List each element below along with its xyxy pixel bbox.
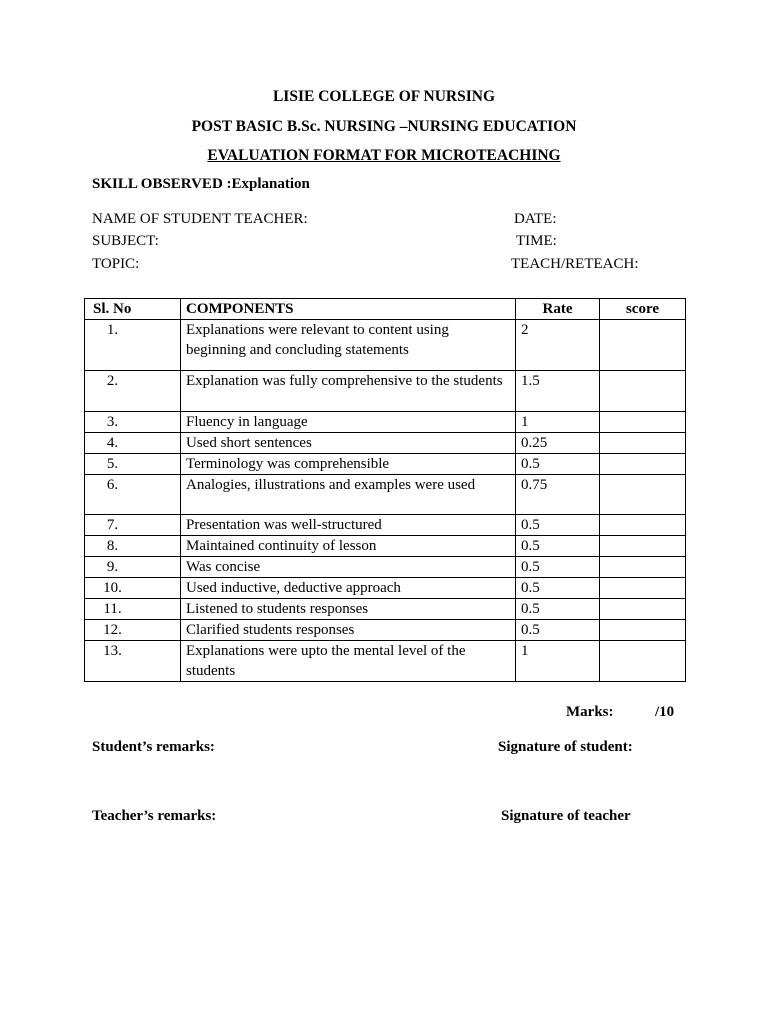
row-sl-no: 8. [85, 536, 181, 557]
marks-total: /10 [655, 704, 675, 720]
row-rate: 0.5 [516, 536, 600, 557]
row-component: Analogies, illustrations and examples were used [181, 475, 516, 515]
row-sl-no: 2. [85, 371, 181, 412]
header-sl-no: Sl. No [85, 299, 181, 320]
table-header-row [85, 299, 686, 320]
header-score: score [600, 299, 686, 320]
header-components: COMPONENTS [181, 299, 516, 320]
table-row [85, 371, 686, 412]
college-name: LISIE COLLEGE OF NURSING [272, 88, 496, 105]
row-rate: 0.5 [516, 515, 600, 536]
program-title: POST BASIC B.Sc. NURSING –NURSING EDUCATION [191, 118, 577, 135]
row-component: Explanation was fully comprehensive to the students [181, 371, 516, 412]
format-title: EVALUATION FORMAT FOR MICROTEACHING [207, 147, 561, 164]
row-sl-no: 9. [85, 557, 181, 578]
table-row [85, 433, 686, 454]
row-score [600, 515, 686, 536]
row-component: Maintained continuity of lesson [181, 536, 516, 557]
row-component: Explanations were upto the mental level of the students [181, 641, 516, 682]
row-score [600, 578, 686, 599]
row-rate: 1 [516, 412, 600, 433]
row-component: Used short sentences [181, 433, 516, 454]
row-score [600, 320, 686, 371]
row-score [600, 433, 686, 454]
row-score [600, 641, 686, 682]
row-score [600, 620, 686, 641]
table-row [85, 515, 686, 536]
row-rate: 1.5 [516, 371, 600, 412]
row-score [600, 412, 686, 433]
row-sl-no: 6. [85, 475, 181, 515]
row-rate: 0.75 [516, 475, 600, 515]
row-sl-no: 5. [85, 454, 181, 475]
row-rate: 0.5 [516, 620, 600, 641]
row-rate: 0.5 [516, 578, 600, 599]
row-score [600, 536, 686, 557]
row-score [600, 454, 686, 475]
skill-observed: SKILL OBSERVED :Explanation [92, 176, 310, 192]
table-row [85, 454, 686, 475]
teach-reteach-label: TEACH/RETEACH: [511, 256, 639, 272]
header-rate: Rate [516, 299, 600, 320]
topic-label: TOPIC: [92, 256, 140, 272]
table-row [85, 320, 686, 371]
row-sl-no: 13. [85, 641, 181, 682]
row-component: Explanations were relevant to content using beginning and concluding statements [181, 320, 516, 371]
row-score [600, 371, 686, 412]
row-sl-no: 1. [85, 320, 181, 371]
row-score [600, 599, 686, 620]
name-label: NAME OF STUDENT TEACHER: [92, 211, 308, 227]
table-row [85, 599, 686, 620]
table-row [85, 641, 686, 682]
time-label: TIME: [516, 233, 557, 249]
row-rate: 0.5 [516, 599, 600, 620]
table-row [85, 412, 686, 433]
row-rate: 0.5 [516, 557, 600, 578]
student-signature-label: Signature of student: [498, 739, 633, 755]
student-remarks-label: Student’s remarks: [92, 739, 215, 755]
table-row [85, 475, 686, 515]
row-component: Used inductive, deductive approach [181, 578, 516, 599]
subject-label: SUBJECT: [92, 233, 159, 249]
marks-label: Marks: [566, 704, 614, 720]
row-component: Fluency in language [181, 412, 516, 433]
row-sl-no: 11. [85, 599, 181, 620]
row-component: Presentation was well-structured [181, 515, 516, 536]
row-rate: 2 [516, 320, 600, 371]
teacher-remarks-label: Teacher’s remarks: [92, 808, 217, 824]
date-label: DATE: [514, 211, 557, 227]
row-rate: 0.25 [516, 433, 600, 454]
row-sl-no: 3. [85, 412, 181, 433]
row-score [600, 557, 686, 578]
row-score [600, 475, 686, 515]
table-row [85, 620, 686, 641]
evaluation-table [84, 298, 686, 682]
teacher-signature-label: Signature of teacher [501, 808, 631, 824]
row-sl-no: 7. [85, 515, 181, 536]
row-sl-no: 4. [85, 433, 181, 454]
row-component: Clarified students responses [181, 620, 516, 641]
table-row [85, 578, 686, 599]
row-rate: 1 [516, 641, 600, 682]
row-component: Was concise [181, 557, 516, 578]
row-sl-no: 10. [85, 578, 181, 599]
table-row [85, 536, 686, 557]
table-row [85, 557, 686, 578]
row-rate: 0.5 [516, 454, 600, 475]
row-component: Terminology was comprehensible [181, 454, 516, 475]
row-component: Listened to students responses [181, 599, 516, 620]
row-sl-no: 12. [85, 620, 181, 641]
